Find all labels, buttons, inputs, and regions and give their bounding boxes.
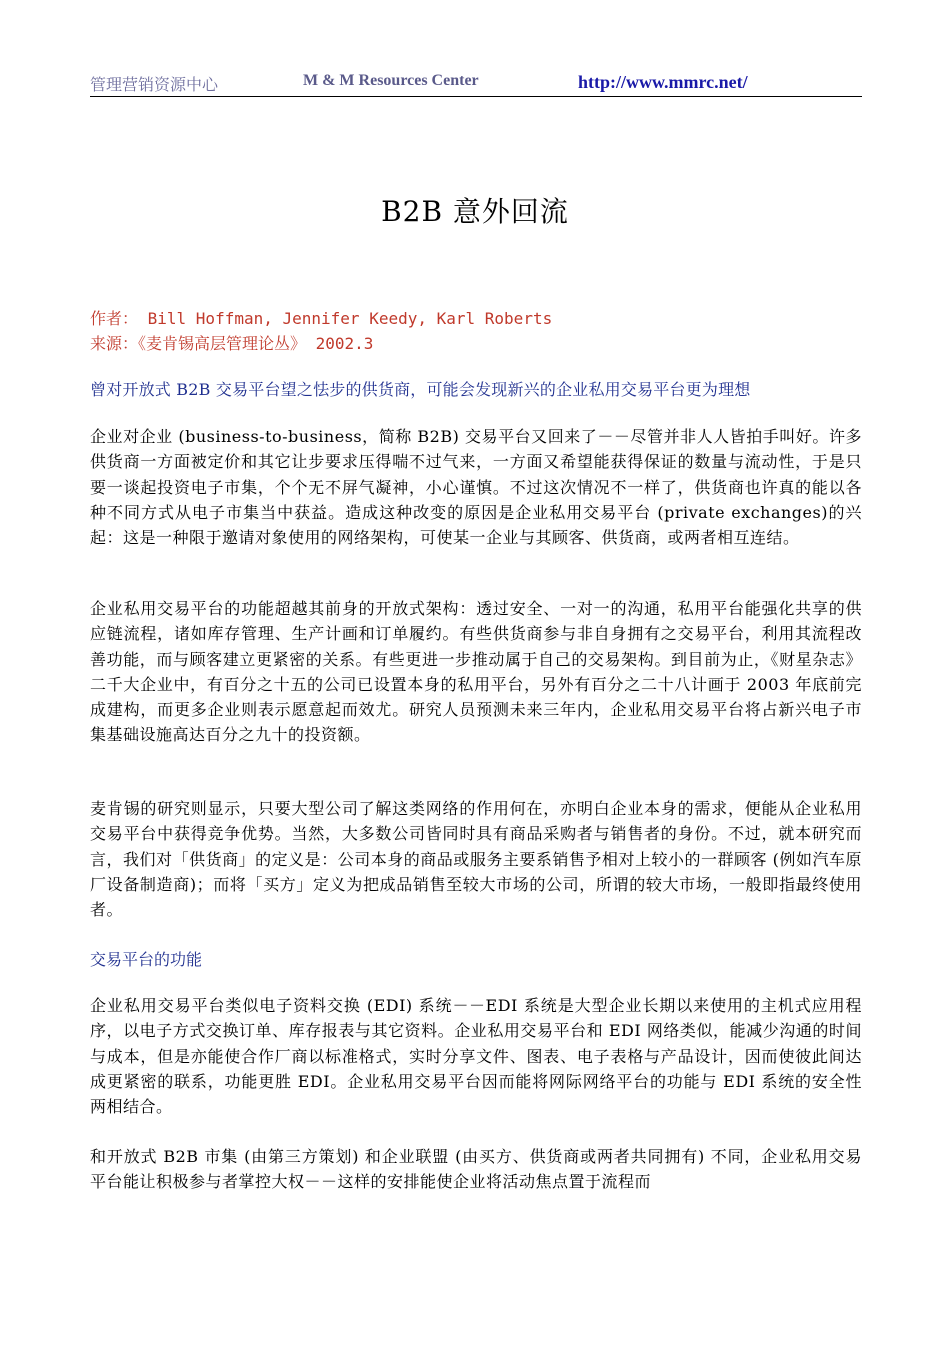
page-header [90, 70, 862, 97]
paragraph-2: 企业私用交易平台的功能超越其前身的开放式架构：透过安全、一对一的沟通，私用平台能强化共享的供应链流程，诸如库存管理、生产计画和订单履约。有些供货商参与非自身拥有之交易平台，利用其流程改善功能，而与顾客建立更紧密的关系。有些更进一步推动属于自己的交易架构。到目前为止，《财星杂志》二千大企业中，有百分之十五的公司已设置本身的私用平台，另外有百分之二十八计画于 2003 年底前完成建构，而更多企业则表示愿意起而效尤。研究人员预测未来三年内，企业私用交易平台将占新兴电子市集基础设施高达百分之九十的投资额。 [90, 599, 862, 745]
article-title: B2B 意外回流 [381, 195, 569, 228]
header-url-link[interactable]: http://www.mmrc.net/ [578, 72, 748, 92]
header-org-en: M & M Resources Center [303, 72, 479, 89]
paragraph-1: 企业对企业 (business-to-business，简称 B2B) 交易平台又回来了－－尽管并非人人皆拍手叫好。许多供货商一方面被定价和其它让步要求压得喘不过气来，一方面又希望能获得保证的数量与流动性，于是只要一谈起投资电子市集，个个无不屏气凝神，小心谨慎。不过这次情况不一样了，供货商也许真的能以各种不同方式从电子市集当中获益。造成这种改变的原因是企业私用交易平台 (private exchanges)的兴起：这是一种限于邀请对象使用的网络架构，可使某一企业与其顾客、供货商，或两者相互连结。 [90, 427, 862, 548]
paragraph-4: 企业私用交易平台类似电子资料交换 (EDI) 系统－－EDI 系统是大型企业长期以来使用的主机式应用程序，以电子方式交换订单、库存报表与其它资料。企业私用交易平台和 EDI 网络类似，能减少沟通的时间与成本，但是亦能使合作厂商以标准格式，实时分享文件、图表、电子表格与产品设计，因而使彼此间达成更紧密的联系，功能更胜 EDI。企业私用交易平台因而能将网际网络平台的功能与 EDI 系统的安全性两相结合。 [90, 996, 862, 1117]
source-line: 来源：《麦肯锡高层管理论丛》 2002.3 [90, 334, 374, 353]
section-heading: 交易平台的功能 [90, 950, 203, 969]
header-org-cn: 管理营销资源中心 [90, 75, 219, 94]
author-line: 作者： Bill Hoffman, Jennifer Keedy, Karl Roberts [90, 309, 553, 328]
paragraph-5: 和开放式 B2B 市集 (由第三方策划) 和企业联盟 (由买方、供货商或两者共同拥有) 不同，企业私用交易平台能让积极参与者掌控大权－－这样的安排能使企业将活动焦点置于流程而 [90, 1147, 862, 1192]
paragraph-3: 麦肯锡的研究则显示，只要大型公司了解这类网络的作用何在，亦明白企业本身的需求，便能从企业私用交易平台中获得竞争优势。当然，大多数公司皆同时具有商品采购者与销售者的身份。不过，就本研究而言，我们对「供货商」的定义是：公司本身的商品或服务主要系销售予相对上较小的一群顾客 (例如汽车原厂设备制造商)；而将「买方」定义为把成品销售至较大市场的公司，所谓的较大市场，一般即指最终使用者。 [90, 799, 862, 920]
article-subtitle: 曾对开放式 B2B 交易平台望之怯步的供货商，可能会发现新兴的企业私用交易平台更为理想 [90, 380, 751, 399]
